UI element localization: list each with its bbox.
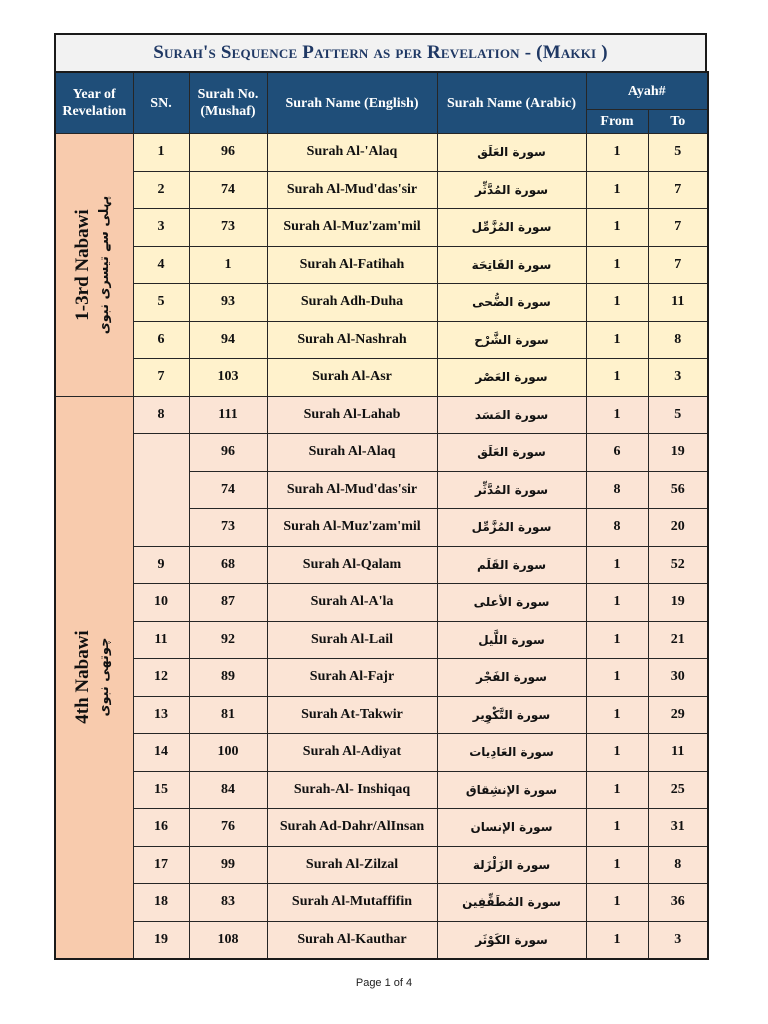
cell-ayah-from: 1 [586,246,648,284]
cell-name-arabic: سورة المُدَّثِّر [437,171,586,209]
header-ayah-from: From [586,110,648,134]
table-row [55,921,708,959]
table-row [55,771,708,809]
cell-ayah-to: 7 [648,209,708,247]
cell-ayah-to: 3 [648,359,708,397]
table-row [55,134,708,172]
cell-name-english: Surah Al-Nashrah [267,321,437,359]
cell-name-arabic: سورة الإنسان [437,809,586,847]
cell-sn: 2 [133,171,189,209]
cell-surah-no: 94 [189,321,267,359]
cell-name-arabic: سورة العَلَق [437,134,586,172]
cell-surah-no: 111 [189,396,267,434]
cell-name-english: Surah Al-Kauthar [267,921,437,959]
year-label [72,195,116,334]
cell-name-arabic: سورة القَلَم [437,546,586,584]
cell-ayah-to: 7 [648,171,708,209]
year-label [72,631,116,724]
cell-name-english: Surah Ad-Dahr/AlInsan [267,809,437,847]
cell-surah-no: 81 [189,696,267,734]
cell-ayah-from: 1 [586,621,648,659]
cell-ayah-from: 1 [586,396,648,434]
cell-sn: 13 [133,696,189,734]
cell-surah-no: 73 [189,209,267,247]
cell-sn: 17 [133,846,189,884]
cell-sn: 7 [133,359,189,397]
cell-ayah-from: 1 [586,284,648,322]
cell-name-arabic: سورة الضُّحى [437,284,586,322]
cell-sn: 14 [133,734,189,772]
cell-ayah-from: 1 [586,584,648,622]
cell-surah-no: 92 [189,621,267,659]
cell-sn: 8 [133,396,189,434]
table-row [55,246,708,284]
cell-ayah-to: 8 [648,321,708,359]
table-row [55,846,708,884]
cell-ayah-to: 8 [648,846,708,884]
cell-ayah-from: 1 [586,809,648,847]
cell-name-arabic: سورة الفَاتِحَة [437,246,586,284]
cell-sn: 4 [133,246,189,284]
cell-ayah-to: 5 [648,134,708,172]
cell-name-arabic: سورة الإنشِقاق [437,771,586,809]
cell-sn: 16 [133,809,189,847]
cell-surah-no: 74 [189,471,267,509]
cell-sn: 1 [133,134,189,172]
cell-ayah-from: 1 [586,546,648,584]
cell-surah-no: 68 [189,546,267,584]
table-row [55,659,708,697]
cell-ayah-to: 5 [648,396,708,434]
year-label-urdu: پہلی سے تیسری نبوی [97,195,113,335]
cell-surah-no: 73 [189,509,267,547]
cell-ayah-from: 1 [586,321,648,359]
cell-surah-no: 84 [189,771,267,809]
header-name-english: Surah Name (English) [267,72,437,134]
cell-surah-no: 74 [189,171,267,209]
cell-sn: 15 [133,771,189,809]
cell-name-english: Surah Al-Fajr [267,659,437,697]
page-footer: Page 1 of 4 [355,977,413,989]
header-ayah: Ayah# [586,72,708,110]
cell-sn: 19 [133,921,189,959]
cell-ayah-to: 7 [648,246,708,284]
surah-table [54,71,709,960]
table-body [55,134,708,960]
header-year: Year of Revelation [55,72,133,134]
cell-name-arabic: سورة المَسَد [437,396,586,434]
cell-name-arabic: سورة المُزَّمِّل [437,209,586,247]
table-row [55,734,708,772]
cell-name-arabic: سورة الكَوْثَر [437,921,586,959]
cell-sn: 6 [133,321,189,359]
table-row [55,621,708,659]
cell-ayah-from: 8 [586,471,648,509]
cell-ayah-from: 1 [586,359,648,397]
cell-sn: 11 [133,621,189,659]
cell-surah-no: 100 [189,734,267,772]
header-sn: SN. [133,72,189,134]
cell-name-english: Surah Al-Zilzal [267,846,437,884]
cell-ayah-to: 31 [648,809,708,847]
cell-ayah-to: 25 [648,771,708,809]
document-sheet [54,33,707,960]
cell-surah-no: 89 [189,659,267,697]
cell-name-english: Surah Al-Mud'das'sir [267,171,437,209]
table-row [55,171,708,209]
header-name-arabic: Surah Name (Arabic) [437,72,586,134]
table-row [55,884,708,922]
cell-name-english: Surah-Al- Inshiqaq [267,771,437,809]
cell-ayah-to: 19 [648,584,708,622]
year-label-urdu: چوتھی نبوی [97,637,113,717]
cell-ayah-to: 21 [648,621,708,659]
table-row [55,396,708,434]
cell-name-english: Surah Al-Mutaffifin [267,884,437,922]
cell-surah-no: 83 [189,884,267,922]
cell-ayah-from: 1 [586,884,648,922]
cell-ayah-to: 20 [648,509,708,547]
table-row [55,284,708,322]
header-ayah-to: To [648,110,708,134]
cell-ayah-from: 1 [586,734,648,772]
cell-name-english: Surah Adh-Duha [267,284,437,322]
cell-name-arabic: سورة المُدَّثِّر [437,471,586,509]
cell-surah-no: 103 [189,359,267,397]
cell-name-english: Surah Al-Alaq [267,434,437,472]
cell-ayah-to: 52 [648,546,708,584]
cell-ayah-from: 1 [586,696,648,734]
cell-ayah-to: 11 [648,734,708,772]
year-label-english: 1-3rd Nabawi [72,209,94,321]
document-title: Surah's Sequence Pattern as per Revelation - (Makki ) [54,33,707,71]
cell-sn: 10 [133,584,189,622]
cell-name-english: Surah Al-Adiyat [267,734,437,772]
cell-name-english: Surah At-Takwir [267,696,437,734]
table-row [55,321,708,359]
cell-ayah-from: 1 [586,659,648,697]
cell-name-arabic: سورة العَلَق [437,434,586,472]
cell-sn: 12 [133,659,189,697]
cell-ayah-from: 1 [586,921,648,959]
cell-name-arabic: سورة العَادِيات [437,734,586,772]
cell-name-english: Surah Al-'Alaq [267,134,437,172]
cell-name-english: Surah Al-A'la [267,584,437,622]
cell-ayah-from: 8 [586,509,648,547]
cell-name-english: Surah Al-Fatihah [267,246,437,284]
cell-ayah-from: 1 [586,134,648,172]
year-label-english: 4th Nabawi [72,630,94,724]
cell-name-arabic: سورة المُزَّمِّل [437,509,586,547]
cell-surah-no: 87 [189,584,267,622]
cell-ayah-from: 1 [586,771,648,809]
table-row [55,696,708,734]
cell-name-english: Surah Al-Mud'das'sir [267,471,437,509]
cell-name-arabic: سورة المُطَفِّفِين [437,884,586,922]
header-surah-no: Surah No. (Mushaf) [189,72,267,134]
cell-name-english: Surah Al-Asr [267,359,437,397]
cell-name-english: Surah Al-Muz'zam'mil [267,509,437,547]
cell-name-arabic: سورة اللَّيل [437,621,586,659]
cell-ayah-to: 29 [648,696,708,734]
cell-ayah-from: 6 [586,434,648,472]
cell-surah-no: 93 [189,284,267,322]
cell-name-english: Surah Al-Qalam [267,546,437,584]
cell-sn: 3 [133,209,189,247]
cell-name-arabic: سورة التَّكْوِير [437,696,586,734]
cell-sn: 5 [133,284,189,322]
year-cell [55,396,133,959]
cell-ayah-to: 36 [648,884,708,922]
cell-name-english: Surah Al-Lail [267,621,437,659]
cell-sn-blank [133,434,189,547]
cell-name-arabic: سورة الأعلى [437,584,586,622]
cell-surah-no: 99 [189,846,267,884]
cell-surah-no: 96 [189,434,267,472]
cell-name-arabic: سورة العَصْر [437,359,586,397]
cell-sn: 18 [133,884,189,922]
cell-sn: 9 [133,546,189,584]
cell-ayah-to: 56 [648,471,708,509]
table-row [55,809,708,847]
cell-surah-no: 76 [189,809,267,847]
table-row [55,209,708,247]
table-row [55,434,708,472]
cell-ayah-to: 30 [648,659,708,697]
cell-ayah-from: 1 [586,171,648,209]
table-row [55,359,708,397]
cell-name-english: Surah Al-Lahab [267,396,437,434]
cell-name-arabic: سورة الفَجْر [437,659,586,697]
cell-surah-no: 1 [189,246,267,284]
table-row [55,584,708,622]
cell-name-english: Surah Al-Muz'zam'mil [267,209,437,247]
cell-name-arabic: سورة الشَّرْح [437,321,586,359]
cell-ayah-from: 1 [586,846,648,884]
cell-ayah-to: 11 [648,284,708,322]
cell-surah-no: 96 [189,134,267,172]
table-row [55,546,708,584]
cell-ayah-to: 19 [648,434,708,472]
year-cell [55,134,133,397]
cell-name-arabic: سورة الزَلْزَلة [437,846,586,884]
cell-ayah-to: 3 [648,921,708,959]
cell-ayah-from: 1 [586,209,648,247]
cell-surah-no: 108 [189,921,267,959]
table-header [55,72,708,134]
